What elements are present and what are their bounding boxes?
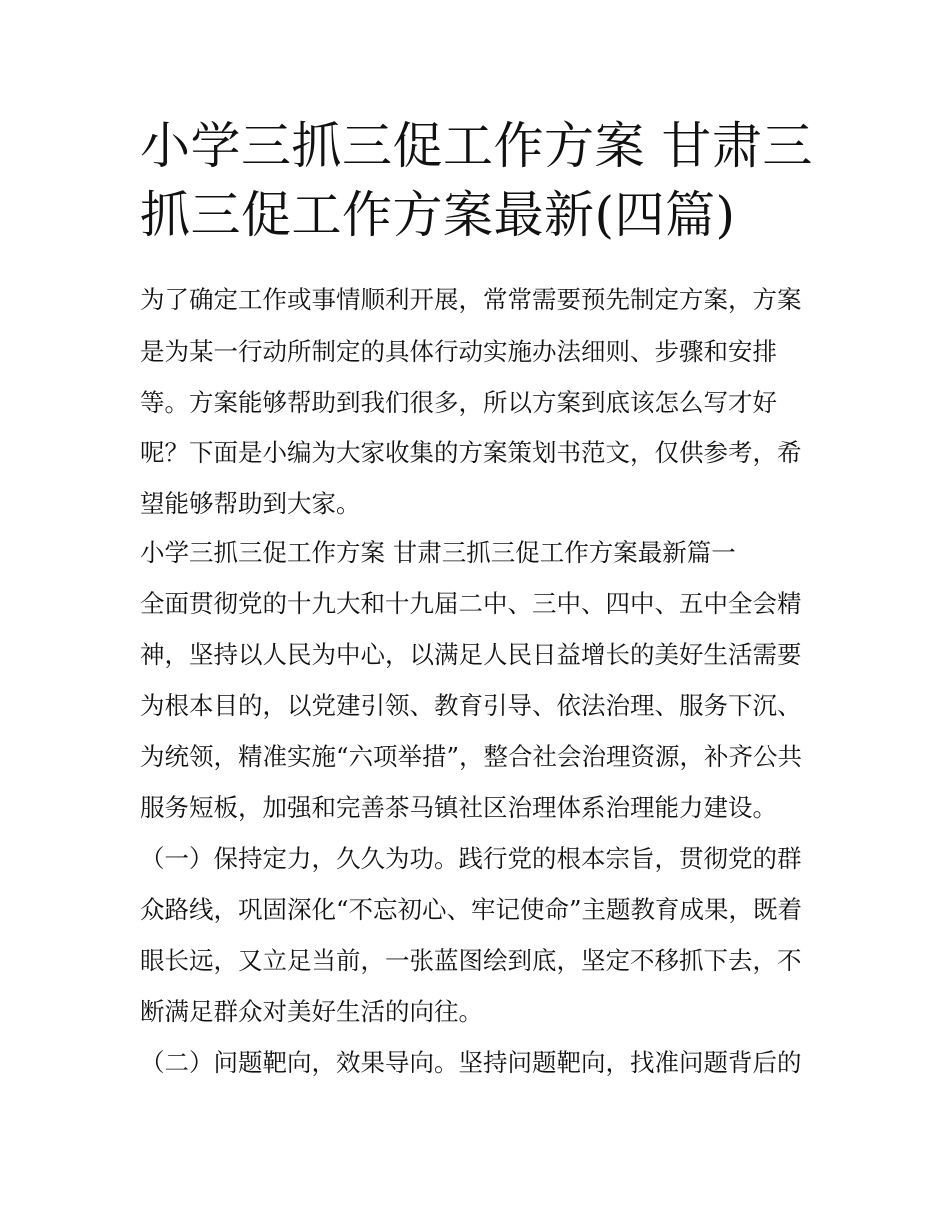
body-text-line: 众路线，巩固深化“不忘初心、牢记使命”主题教育成果，既着 [140, 895, 803, 924]
document-title [140, 112, 820, 250]
section-heading: 小学三抓三促工作方案 甘肃三抓三促工作方案最新篇一 [140, 538, 736, 567]
intro-text-line: 为了确定工作或事情顺利开展，常常需要预先制定方案，方案 [140, 285, 802, 314]
intro-text-line: 等。方案能够帮助到我们很多，所以方案到底该怎么写才好 [140, 388, 777, 417]
body-text-line: 神，坚持以人民为中心，以满足人民日益增长的美好生活需要 [140, 640, 802, 669]
title-line: 抓三促工作方案最新(四篇) [140, 186, 736, 244]
body-text-line: （二）问题靶向，效果导向。坚持问题靶向，找准问题背后的 [140, 1048, 802, 1077]
body-text-line: （一）保持定力，久久为功。践行党的根本宗旨，贯彻党的群 [140, 844, 802, 873]
title-line: 小学三抓三促工作方案 甘肃三 [140, 117, 813, 175]
intro-text-line: 望能够帮助到大家。 [140, 489, 361, 518]
body-text-line: 断满足群众对美好生活的向往。 [140, 997, 483, 1026]
intro-text-line: 呢？下面是小编为大家收集的方案策划书范文，仅供参考，希 [140, 438, 802, 467]
body-text-line: 服务短板，加强和完善茶马镇社区治理体系治理能力建设。 [140, 793, 777, 822]
body-text-line: 为根本目的，以党建引领、教育引导、依法治理、服务下沉、 [140, 691, 802, 720]
intro-text-line: 是为某一行动所制定的具体行动实施办法细则、步骤和安排 [140, 337, 777, 366]
body-text-line: 全面贯彻党的十九大和十九届二中、三中、四中、五中全会精 [140, 589, 802, 618]
body-text-line: 为统领，精准实施“六项举措”，整合社会治理资源，补齐公共 [140, 742, 803, 771]
body-text-line: 眼长远，又立足当前，一张蓝图绘到底，坚定不移抓下去，不 [140, 946, 802, 975]
